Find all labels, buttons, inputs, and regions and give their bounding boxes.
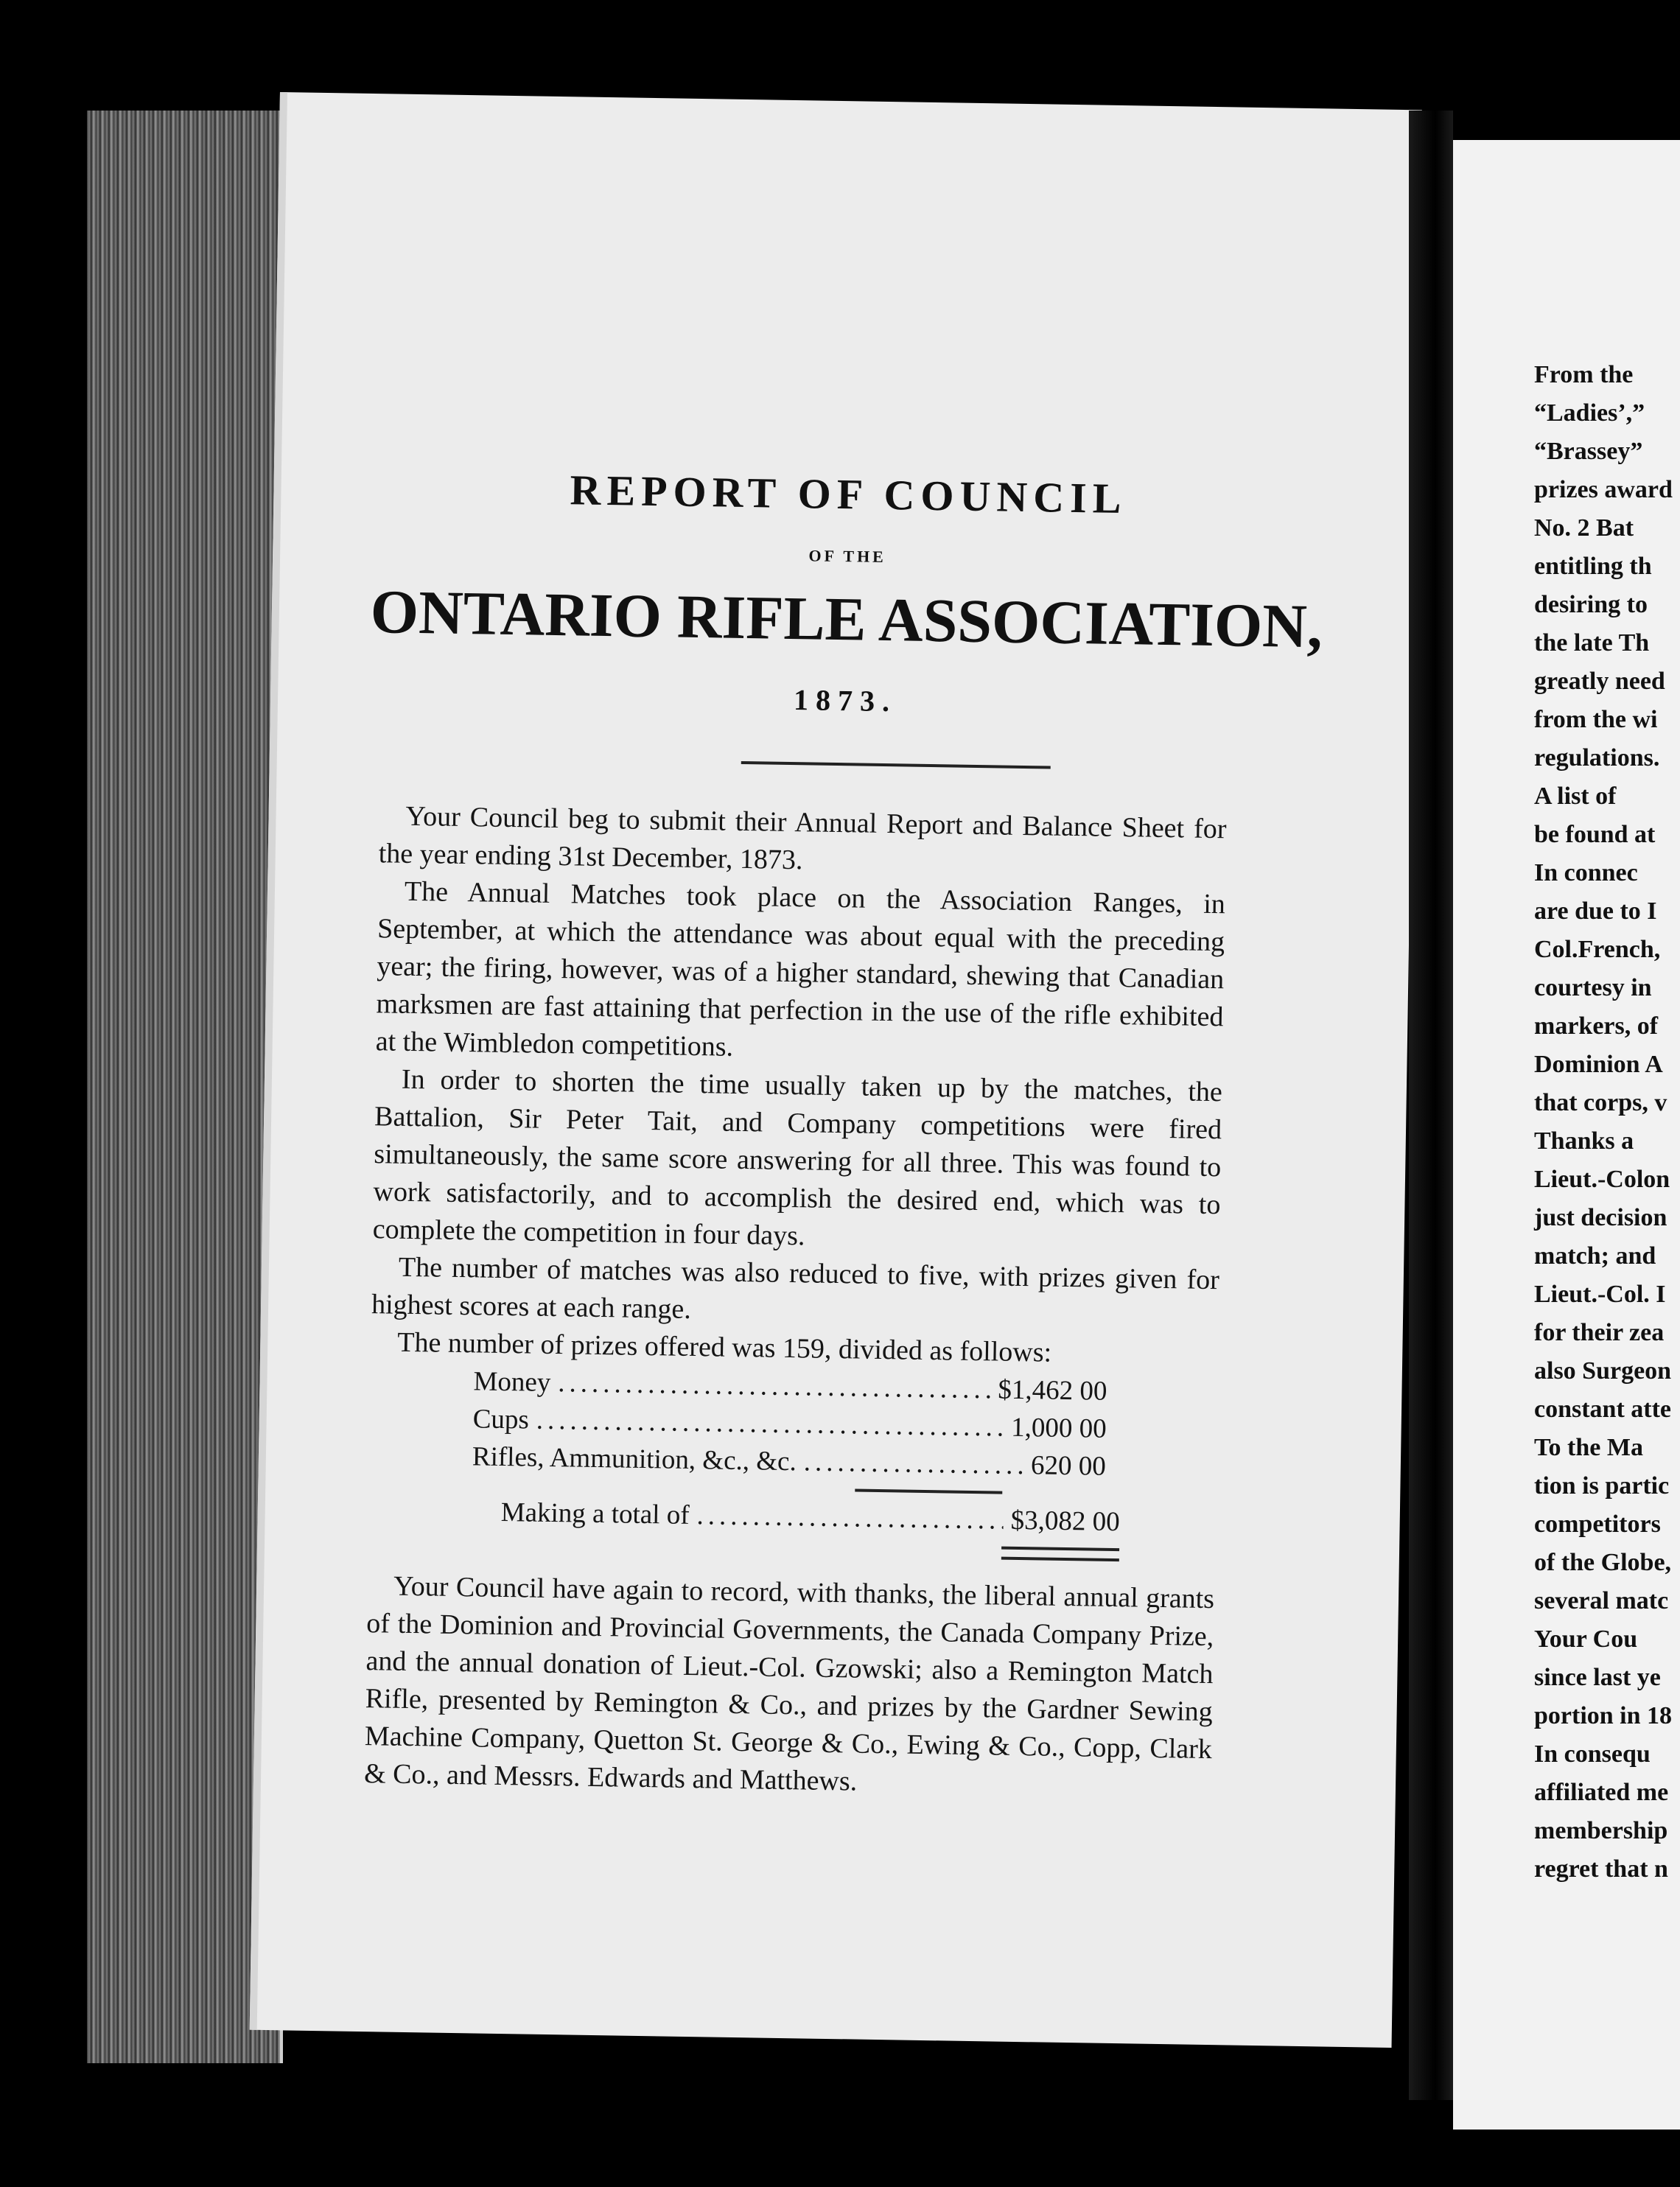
next-page-line: tion is partic <box>1534 1472 1670 1500</box>
prize-amount: 1,000 00 <box>1010 1412 1107 1444</box>
next-page-line: affiliated me <box>1534 1779 1669 1806</box>
prize-amount: $1,462 00 <box>998 1374 1107 1407</box>
dot-leader <box>696 1497 1004 1539</box>
next-page-line: competitors <box>1534 1511 1661 1538</box>
next-page-line: regulations. <box>1534 744 1660 771</box>
sum-rule <box>855 1488 1002 1494</box>
paragraph-thanks: Your Council have again to record, with thanks, the liberal annual grants of the Dominion and Provincial Governments, the Canada Company Prize, and the annual donation of Lieut.-Col. Gzowski; also a Remington Match Rifle, presented by Remington & Co., and prizes by the Gardner Sewing Machine Company, Quetton St. George & Co., Ewing & Co., Copp, Clark & Co., and Messrs. Edwards and Matthews. <box>363 1570 1215 1797</box>
dot-leader <box>558 1364 991 1408</box>
next-page-line: “Ladies’,” <box>1534 399 1645 427</box>
paragraph-annual-matches: The Annual Matches took place on the Association Ranges, in September, at which the attendance was about equal with the preceding year; the firing, however, was of a higher standard, shewing that Canadian marksmen are fast attaining that perfection in the use of the rifle exhibited at the Wimbledon competitions. <box>375 875 1226 1063</box>
next-page-line: of the Globe, <box>1534 1549 1672 1576</box>
association-name: ONTARIO RIFLE ASSOCIATION, <box>370 578 1323 662</box>
next-page-line: prizes award <box>1534 476 1673 503</box>
title-connector: OF THE <box>808 546 887 567</box>
next-page-line: are due to I <box>1534 897 1657 925</box>
next-page-line: for their zea <box>1534 1319 1665 1346</box>
prize-item: Cups <box>472 1404 530 1435</box>
book-gutter <box>1409 111 1453 2100</box>
next-page-line: In connec <box>1534 859 1638 886</box>
dot-leader <box>803 1443 1023 1484</box>
report-year: 1873. <box>793 683 897 718</box>
double-rule <box>1001 1547 1119 1562</box>
next-page-line: To the Ma <box>1534 1434 1643 1461</box>
next-page-line: constant atte <box>1534 1396 1672 1423</box>
next-page-line: greatly need <box>1534 668 1665 695</box>
next-page-line: No. 2 Bat <box>1534 514 1634 542</box>
next-page-line: from the wi <box>1534 706 1658 733</box>
paragraph-prizes-offered: The number of prizes offered was 159, divided as follows: <box>397 1326 1052 1368</box>
report-title: REPORT OF COUNCIL <box>570 466 1127 523</box>
next-page-line: that corps, v <box>1534 1089 1667 1116</box>
next-page-line: markers, of <box>1534 1012 1659 1040</box>
left-page <box>250 92 1422 2048</box>
next-page-line: Col.French, <box>1534 936 1661 963</box>
next-page-line: “Brassey” <box>1534 438 1643 465</box>
next-page-line: just decision <box>1534 1204 1667 1231</box>
next-page-line: entitling th <box>1534 553 1652 580</box>
next-page-line: since last ye <box>1534 1664 1661 1691</box>
right-page-fragment <box>1453 140 1680 2130</box>
next-page-line: membership <box>1534 1817 1668 1844</box>
next-page-line: Thanks a <box>1534 1127 1634 1155</box>
next-page-line: Lieut.-Colon <box>1534 1166 1670 1193</box>
next-page-line: A list of <box>1534 783 1617 810</box>
next-page-line: also Surgeon <box>1534 1357 1672 1385</box>
paragraph-number-of-matches: The number of matches was also reduced to five, with prizes given for highest scores at each range. <box>371 1251 1220 1325</box>
next-page-line: In consequ <box>1534 1740 1651 1768</box>
next-page-line: From the <box>1534 361 1634 388</box>
total-row <box>500 1494 1120 1541</box>
total-label: Making a total of <box>500 1497 690 1530</box>
next-page-line: be found at <box>1534 821 1656 848</box>
total-amount: $3,082 00 <box>1010 1505 1120 1538</box>
next-page-line: several matc <box>1534 1587 1669 1614</box>
next-page-line: courtesy in <box>1534 974 1652 1001</box>
title-rule <box>741 761 1051 769</box>
next-page-line: Lieut.-Col. I <box>1534 1281 1666 1308</box>
prize-item: Rifles, Ammunition, &c., &c. <box>472 1441 797 1477</box>
next-page-line: Your Cou <box>1534 1626 1638 1653</box>
paragraph-shorten-time: In order to shorten the time usually taken up by the matches, the Battalion, Sir Peter Tait, and Company competitions were fired simultaneously, the same score answering for all three. This was found to work satisfactorily, and to accomplish the desired end, which was to complete the competition in four days. <box>372 1063 1223 1252</box>
next-page-line: portion in 18 <box>1534 1702 1673 1729</box>
next-page-line: regret that n <box>1534 1855 1668 1883</box>
next-page-line: Dominion A <box>1534 1051 1663 1078</box>
prize-item: Money <box>473 1366 551 1398</box>
paragraph-intro: Your Council beg to submit their Annual Report and Balance Sheet for the year ending 31st December, 1873. <box>378 800 1227 876</box>
prize-amount: 620 00 <box>1030 1450 1107 1482</box>
prize-list <box>472 1362 1107 1485</box>
next-page-line: desiring to <box>1534 591 1648 618</box>
report-body <box>364 797 1227 1806</box>
next-page-line: match; and <box>1534 1242 1656 1270</box>
next-page-line: the late Th <box>1534 629 1650 657</box>
